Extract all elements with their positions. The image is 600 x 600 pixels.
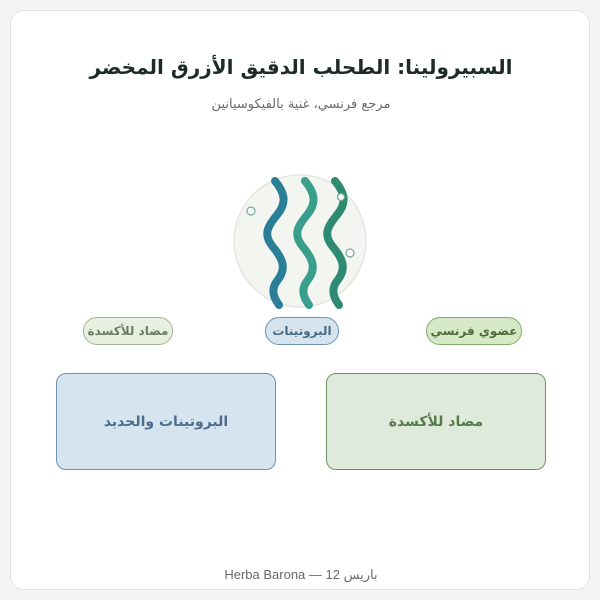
tag-protein: البروتينات [265, 317, 339, 345]
tag-antioxidant: مضاد للأكسدة [83, 317, 173, 345]
panel-protein-iron: البروتينات والحديد [56, 373, 276, 470]
page-subtitle: مرجع فرنسي، غنية بالفيكوسيانين [211, 97, 391, 112]
panel-antioxidant: مضاد للأكسدة [326, 373, 546, 470]
product-card [10, 10, 590, 590]
footer-caption: Herba Barona — 12 باريس [224, 567, 378, 582]
tag-organic: عضوي فرنسي [426, 317, 522, 345]
spirulina-wave-icon [233, 171, 373, 311]
page-title: السبيرولينا: الطحلب الدقيق الأزرق المخضر [89, 55, 513, 79]
